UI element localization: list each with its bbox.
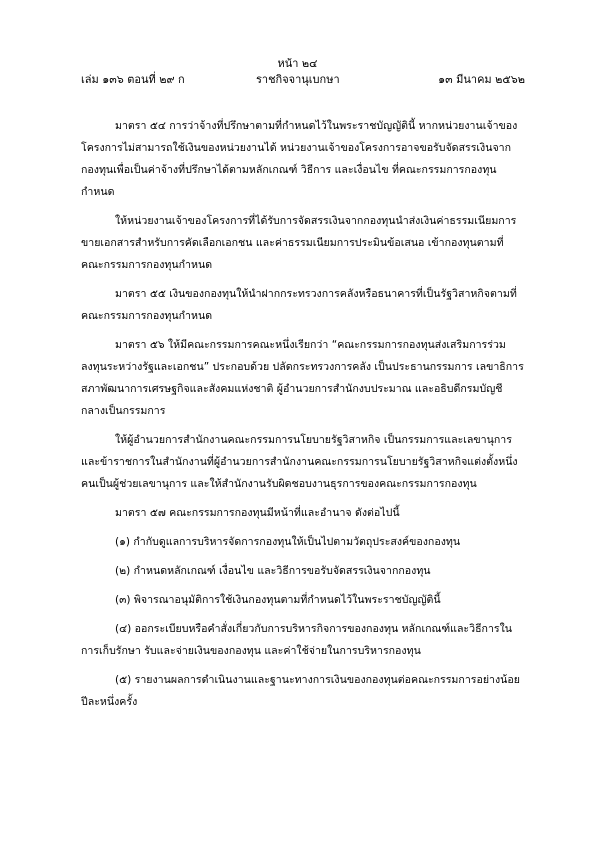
volume-issue: เล่ม ๑๓๖ ตอนที่ ๒๙ ก [81,73,185,86]
section-57-paragraph: มาตรา ๕๗ คณะกรรมการกองทุนมีหน้าที่และอำนาจ ดังต่อไปนี้ [115,507,400,519]
page-number: หน้า ๒๔ [277,57,318,70]
list-item: (๔) ออกระเบียบหรือคำสั่งเกี่ยวกับการบริหารกิจการของกองทุน หลักเกณฑ์และวิธีการในการเก็บรักษา รับและจ่ายเงินของกองทุน และค่าใช้จ่ายในการบริหารกองทุน [81,623,513,657]
section-54-second-paragraph: ให้หน่วยงานเจ้าของโครงการที่ได้รับการจัดสรรเงินจากกองทุนนำส่งเงินค่าธรรมเนียมการขายเอกสารสำหรับการคัดเลือกเอกชน และค่าธรรมเนียมการประมินข้อเสนอ เข้ากองทุนตามที่คณะกรรมการกองทุนกำหนด [81,215,517,271]
list-item: (๑) กำกับดูแลการบริหารจัดการกองทุนให้เป็นไปตามวัตถุประสงค์ของกองทุน [115,536,461,548]
section-56-paragraph: มาตรา ๕๖ ให้มีคณะกรรมการคณะหนึ่งเรียกว่า “คณะกรรมการกองทุนส่งเสริมการร่วมลงทุนระหว่างรัฐและเอกชน” ประกอบด้วย ปลัดกระทรวงการคลัง เป็นประธานกรรมการ เลขาธิการสภาพัฒนาการเศรษฐกิจและสังคมแห่งชาติ ผู้อำนวยการสำนักงบประมาณ และอธิบดีกรมบัญชีกลางเป็นกรรมการ [81,339,524,417]
section-54-paragraph: มาตรา ๕๔ การว่าจ้างที่ปรึกษาตามที่กำหนดไว้ในพระราชบัญญัตินี้ หากหน่วยงานเจ้าของโครงการไม่สามารถใช้เงินของหน่วยงานได้ หน่วยงานเจ้าของโครงการอาจขอรับจัดสรรเงินจากกองทุนเพื่อเป็นค่าจ้างที่ปรึกษาได้ตามหลักเกณฑ์ วิธีการ และเงื่อนไข ที่คณะกรรมการกองทุนกำหนด [81,120,518,198]
section-56-second-paragraph: ให้ผู้อำนวยการสำนักงานคณะกรรมการนโยบายรัฐวิสาหกิจ เป็นกรรมการและเลขานุการ และข้าราชการในสำนักงานที่ผู้อำนวยการสำนักงานคณะกรรมการนโยบายรัฐวิสาหกิจแต่งตั้งหนึ่งคนเป็นผู้ช่วยเลขานุการ และให้สำนักงานรับผิดชอบงานธุรการของคณะกรรมการกองทุน [81,434,518,490]
body-text [81,115,525,720]
section-55-paragraph: มาตรา ๕๕ เงินของกองทุนให้นำฝากกระทรวงการคลังหรือธนาคารที่เป็นรัฐวิสาหกิจตามที่คณะกรรมการกองทุนกำหนด [81,288,517,322]
list-item: (๒) กำหนดหลักเกณฑ์ เงื่อนไข และวิธีการขอรับจัดสรรเงินจากกองทุน [115,565,431,577]
list-item: (๓) พิจารณาอนุมัติการใช้เงินกองทุนตามที่กำหนดไว้ในพระราชบัญญัตินี้ [115,594,441,606]
running-header [81,70,525,86]
publication-date: ๑๓ มีนาคม ๒๕๖๒ [438,73,525,86]
publication-name: ราชกิจจานุเบกษา [256,73,340,86]
list-item: (๕) รายงานผลการดำเนินงานและฐานะทางการเงินของกองทุนต่อคณะกรรมการอย่างน้อยปีละหนึ่งครั้ง [81,674,520,708]
